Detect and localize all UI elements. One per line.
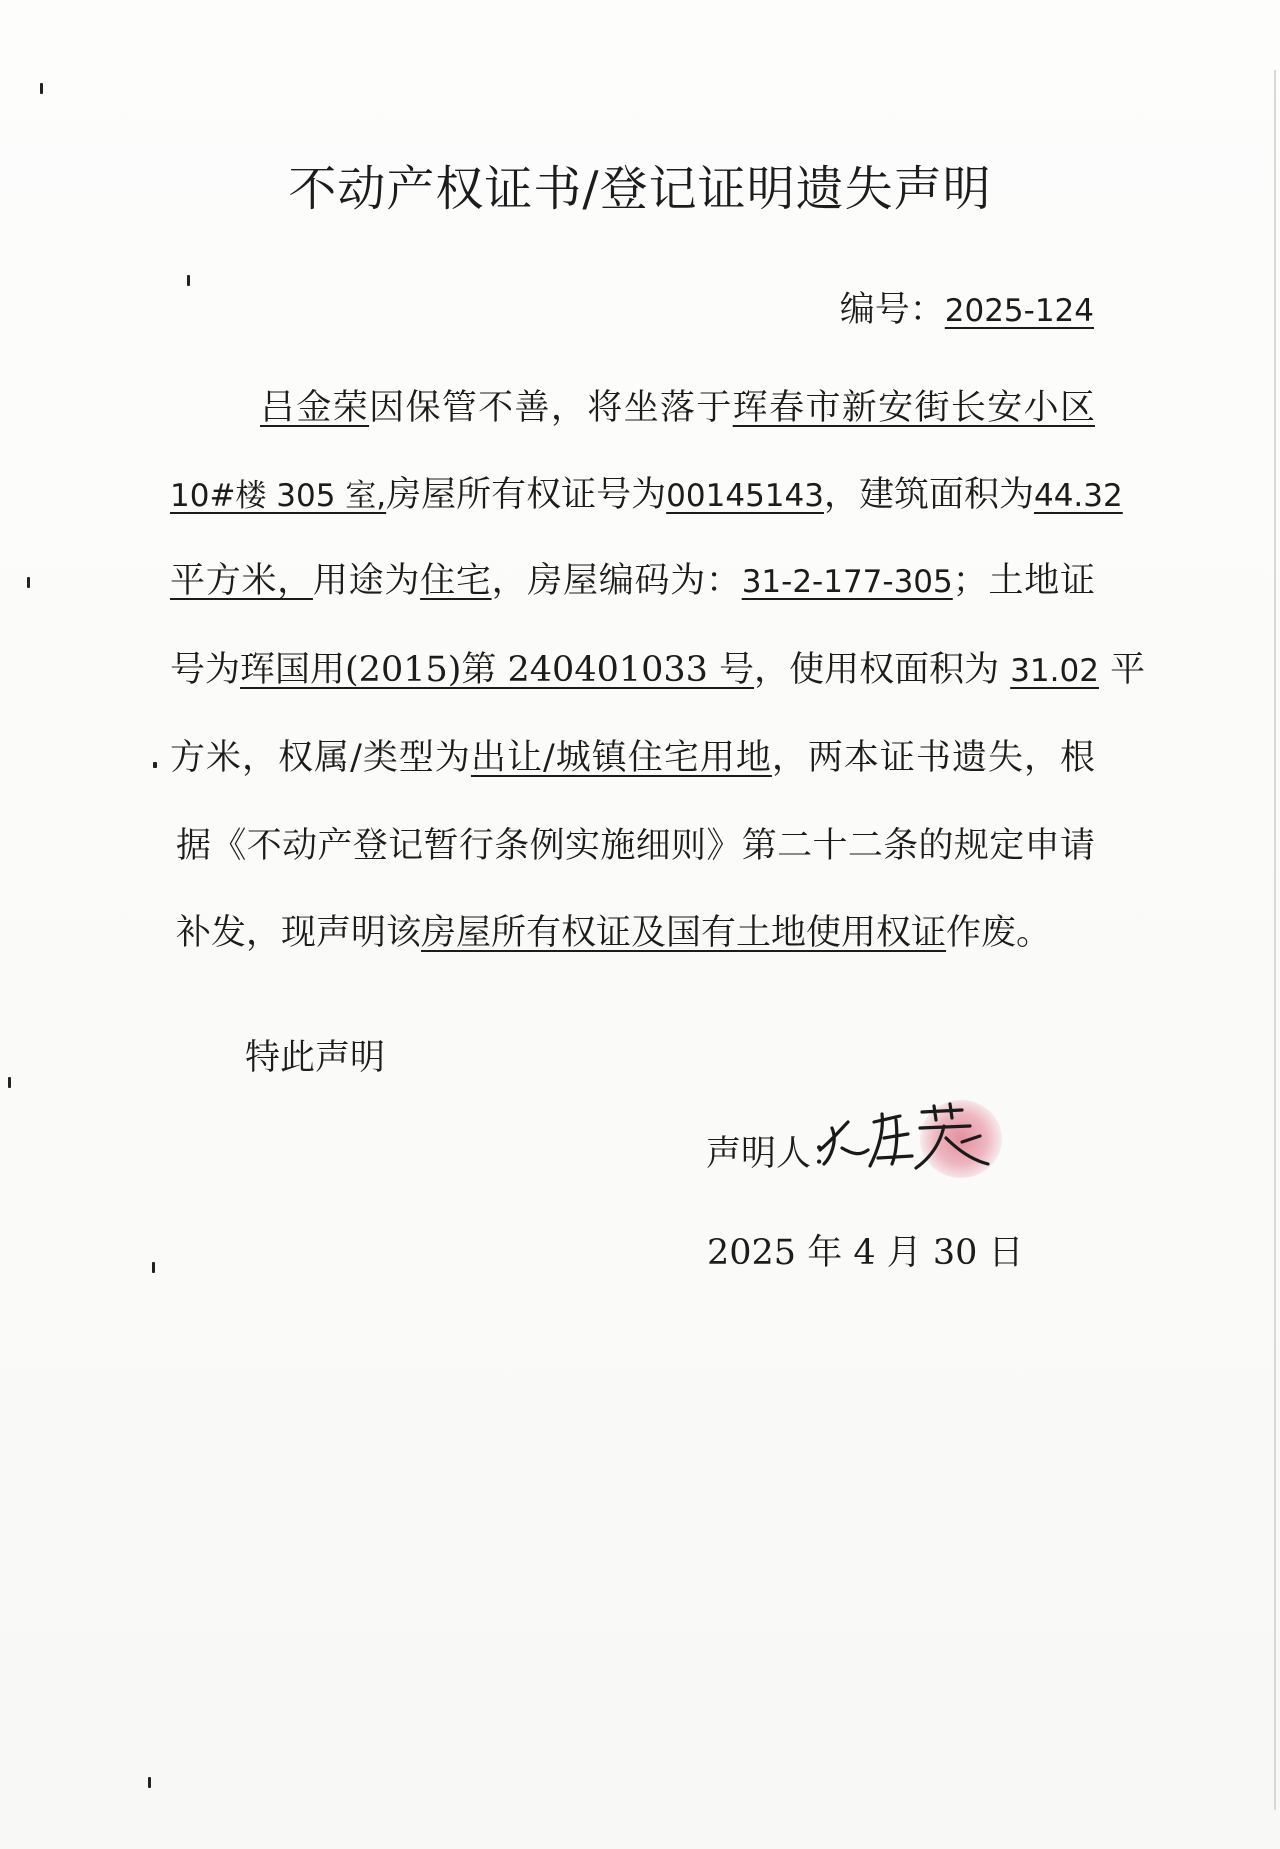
body-line — [170, 642, 1146, 692]
filled-field: 吕金荣 — [260, 388, 370, 428]
serial-label: 编号： — [839, 290, 945, 330]
body-line — [170, 730, 1095, 780]
filled-field: 平方米， — [170, 561, 313, 601]
body-text: 号为 — [170, 650, 241, 690]
document-title: 不动产权证书/登记证明遗失声明 — [288, 161, 992, 217]
filled-field: 出让/城镇住宅用地 — [470, 738, 772, 778]
signer-label: 声明人： — [706, 1134, 847, 1174]
filled-field: 10#楼 305 室, — [170, 478, 387, 514]
body-text: ，两本证书遗失，根 — [771, 738, 1095, 778]
filled-field: 31-2-177-305 — [741, 564, 953, 600]
body-text: 用途为 — [312, 561, 421, 601]
serial-number — [840, 282, 1094, 332]
body-text: 补发，现声明该 — [176, 913, 422, 953]
scan-speck — [148, 1777, 151, 1788]
body-line — [170, 553, 1095, 603]
body-line — [176, 905, 1095, 955]
body-line — [176, 818, 1095, 868]
body-line — [170, 467, 1123, 517]
body-text: 作废。 — [946, 913, 1052, 953]
filled-field: 31.02 — [1010, 653, 1099, 689]
serial-value: 2025-124 — [944, 293, 1094, 329]
body-text: ；土地证 — [952, 561, 1095, 601]
body-text: 平 — [1098, 650, 1146, 690]
body-text: ，建筑面积为 — [823, 475, 1034, 515]
scan-speck — [40, 83, 43, 94]
filled-field: 住宅 — [420, 561, 492, 601]
filled-field: 珲国用(2015)第 240401033 号 — [240, 650, 755, 690]
body-text: 房屋所有权证号为 — [386, 475, 667, 515]
body-text: 因保管不善，将坐落于 — [369, 388, 733, 428]
declaration-date: 2025 年 4 月 30 日 — [707, 1233, 1024, 1273]
scan-edge-line — [1274, 70, 1276, 1810]
body-text: 据《不动产登记暂行条例实施细则》第二十二条的规定申请 — [176, 826, 1095, 866]
handwritten-signature — [812, 1098, 997, 1178]
body-text: 方米，权属/类型为 — [170, 738, 471, 778]
scan-speck — [187, 275, 190, 286]
closing-phrase: 特此声明 — [245, 1038, 386, 1078]
body-text: ，房屋编码为： — [491, 561, 742, 601]
filled-field: 珲春市新安街长安小区 — [732, 388, 1095, 428]
scan-speck — [8, 1077, 11, 1088]
scan-speck — [152, 1262, 155, 1273]
body-line — [260, 380, 1095, 430]
filled-field: 00145143 — [666, 478, 824, 514]
filled-field: 44.32 — [1033, 478, 1123, 514]
scan-speck — [153, 762, 157, 768]
scan-speck — [27, 577, 30, 588]
filled-field: 房屋所有权证及国有土地使用权证 — [421, 913, 947, 953]
body-text: ，使用权面积为 — [754, 650, 1011, 690]
